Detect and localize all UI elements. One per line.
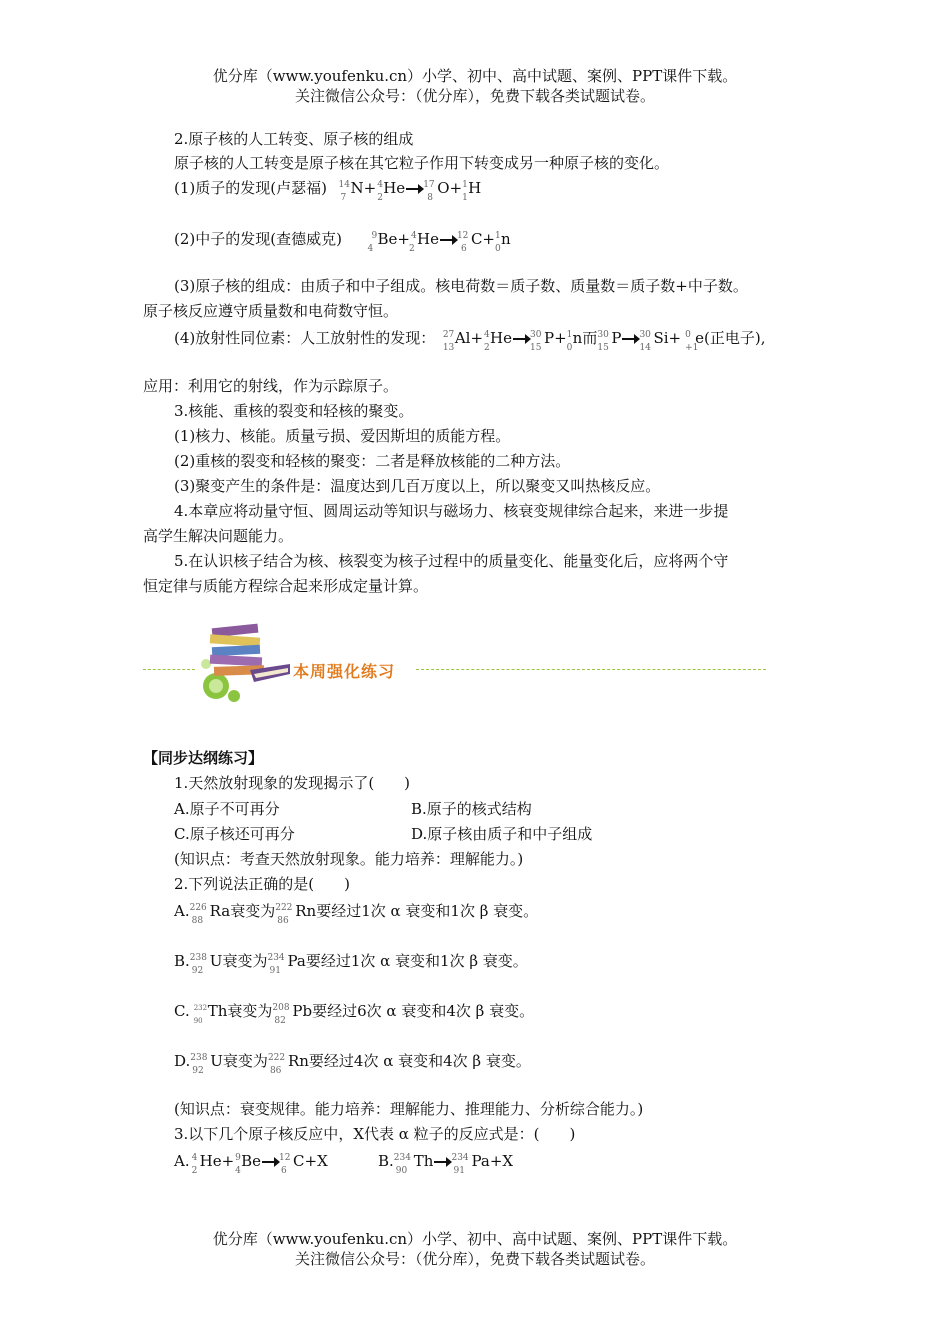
- nuclide: 222 86 Rn: [275, 902, 317, 926]
- reaction-arrow-icon: [440, 239, 454, 241]
- q1-option-c: C.原子核还可再分: [174, 825, 295, 843]
- nuclide: 232 90 Th: [193, 1002, 228, 1025]
- nuclide: 4 2 He: [484, 329, 512, 353]
- q3-stem: 3.以下几个原子核反应中，X代表 α 粒子的反应式是：( ): [174, 1125, 576, 1143]
- q1-stem: 1.天然放射现象的发现揭示了( ): [174, 774, 411, 792]
- footer-line-1: 优分库（www.youfenku.cn）小学、初中、高中试题、案例、PPT课件下载。: [212, 1230, 738, 1248]
- header-line-1: 优分库（www.youfenku.cn）小学、初中、高中试题、案例、PPT课件下载。: [212, 67, 738, 85]
- nuclide: 226 88 Ra: [189, 902, 231, 926]
- nuclide: 30 15 P: [597, 329, 622, 353]
- reaction-arrow-icon: [406, 188, 420, 190]
- nuclide: 17 8 O+: [423, 179, 463, 203]
- nucleus-composition-cont: 原子核反应遵守质量数和电荷数守恒。: [143, 302, 399, 320]
- nuclide: 27 13 Al+: [442, 329, 484, 353]
- nuclide: 30 14 Si+: [639, 329, 682, 353]
- section-3-item-1: (1)核力、核能。质量亏损、爱因斯坦的质能方程。: [174, 427, 511, 445]
- neutron-discovery-label: (2)中子的发现(查德威克): [174, 230, 342, 248]
- nuclide: 238 92 U: [190, 1052, 223, 1076]
- nucleus-composition: (3)原子核的组成：由质子和中子组成。核电荷数＝质子数、质量数＝质子数+中子数。: [174, 277, 748, 295]
- q2-stem: 2.下列说法正确的是( ): [174, 875, 351, 893]
- header-line-2: 关注微信公众号：（优分库），免费下载各类试题试卷。: [294, 87, 655, 105]
- nuclide: 12 6 C+: [456, 230, 495, 254]
- banner-divider-right: [416, 669, 766, 670]
- nuclide: 1 1 H: [462, 179, 482, 203]
- reaction-arrow-icon: [622, 338, 636, 340]
- q2-option-d: D. 238 92 U衰变为 222 86 Rn要经过4次 α 衰变和4次 β 衰变。: [174, 1052, 531, 1076]
- nuclide: 4 2 He+: [191, 1152, 235, 1176]
- nuclide: 1 0 n: [566, 329, 583, 353]
- nuclide: 14 7 N+: [338, 179, 377, 203]
- footer-line-2: 关注微信公众号：（优分库），免费下载各类试题试卷。: [294, 1250, 655, 1268]
- section-3-title: 3.核能、重核的裂变和轻核的聚变。: [174, 402, 414, 420]
- nuclide: 208 82 Pb: [272, 1002, 313, 1026]
- reaction-arrow-icon: [434, 1161, 448, 1163]
- exercise-heading: 【同步达纲练习】: [143, 749, 264, 767]
- q1-note: (知识点：考查天然放射现象。能力培养：理解能力。): [174, 850, 524, 868]
- q2-option-c: C. 232 90 Th衰变为 208 82 Pb要经过6次 α 衰变和4次 β 衰变。: [174, 1002, 535, 1026]
- q1-option-b: B.原子的核式结构: [411, 800, 532, 818]
- section-3-item-3: (3)聚变产生的条件是：温度达到几百万度以上，所以聚变又叫热核反应。: [174, 477, 661, 495]
- section-2-title: 2.原子核的人工转变、原子核的组成: [174, 130, 414, 148]
- book-stack-icon: [198, 618, 294, 704]
- section-5-line-1: 5.在认识核子结合为核、核裂变为核子过程中的质量变化、能量变化后，应将两个守: [174, 552, 729, 570]
- neutron-discovery: [174, 229, 511, 254]
- section-5-line-2: 恒定律与质能方程综合起来形成定量计算。: [143, 577, 429, 595]
- q2-option-a: A. 226 88 Ra衰变为 222 86 Rn要经过1次 α 衰变和1次 β 衰变。: [174, 902, 539, 926]
- q2-option-b: B. 238 92 U衰变为 234 91 Pa要经过1次 α 衰变和1次 β 衰变。: [174, 952, 528, 976]
- nuclide: 4 2 He: [408, 230, 439, 254]
- proton-discovery: [174, 178, 482, 203]
- q1-option-a: A.原子不可再分: [174, 800, 280, 818]
- section-3-item-2: (2)重核的裂变和轻核的聚变：二者是释放核能的二种方法。: [174, 452, 571, 470]
- nuclide: 0 +1 e: [685, 329, 704, 353]
- nuclide: 9 4 Be: [235, 1152, 262, 1176]
- nuclide: 9 4 Be+: [367, 230, 410, 254]
- q2-note: (知识点：衰变规律。能力培养：理解能力、推理能力、分析综合能力。): [174, 1100, 644, 1118]
- section-4-line-2: 高学生解决问题能力。: [143, 527, 294, 545]
- nuclide: 238 92 U: [189, 952, 223, 976]
- reaction-arrow-icon: [513, 338, 527, 340]
- nuclide: 1 0 n: [495, 230, 511, 254]
- q1-option-d: D.原子核由质子和中子组成: [411, 825, 593, 843]
- nuclide: 222 86 Rn: [267, 1052, 309, 1076]
- proton-discovery-label: (1)质子的发现(卢瑟福): [174, 179, 327, 197]
- nuclide: 234 91 Pa+X: [451, 1152, 514, 1176]
- section-2-intro: 原子核的人工转变是原子核在其它粒子作用下转变成另一种原子核的变化。: [174, 154, 670, 172]
- nuclide: 4 2 He: [377, 179, 406, 203]
- banner-title: 本周强化练习: [293, 662, 396, 681]
- nuclide: 30 15 P+: [529, 329, 567, 353]
- section-4-line-1: 4.本章应将动量守恒、圆周运动等知识与磁场力、核衰变规律综合起来，来进一步提: [174, 502, 729, 520]
- nuclide: 234 90 Th: [393, 1152, 434, 1176]
- radioactive-isotope-application: 应用：利用它的射线，作为示踪原子。: [143, 377, 399, 395]
- reaction-arrow-icon: [262, 1161, 276, 1163]
- nuclide: 234 91 Pa: [267, 952, 306, 976]
- banner-divider-left: [143, 669, 195, 670]
- radioactive-isotope: (4)放射性同位素：人工放射性的发现： 27 13 Al+ 4 2 He 30 15 P+ 1 0 n而 30 15 P 30 14 Si+ 0 +1 e(正电子),: [174, 329, 766, 353]
- radioactive-isotope-label: (4)放射性同位素：人工放射性的发现：: [174, 329, 436, 347]
- nuclide: 12 6 C+X: [279, 1152, 328, 1176]
- q3-option-b: B. 234 90 Th 234 91 Pa+X: [378, 1152, 514, 1176]
- q3-option-a: A. 4 2 He+ 9 4 Be 12 6 C+X: [174, 1152, 328, 1176]
